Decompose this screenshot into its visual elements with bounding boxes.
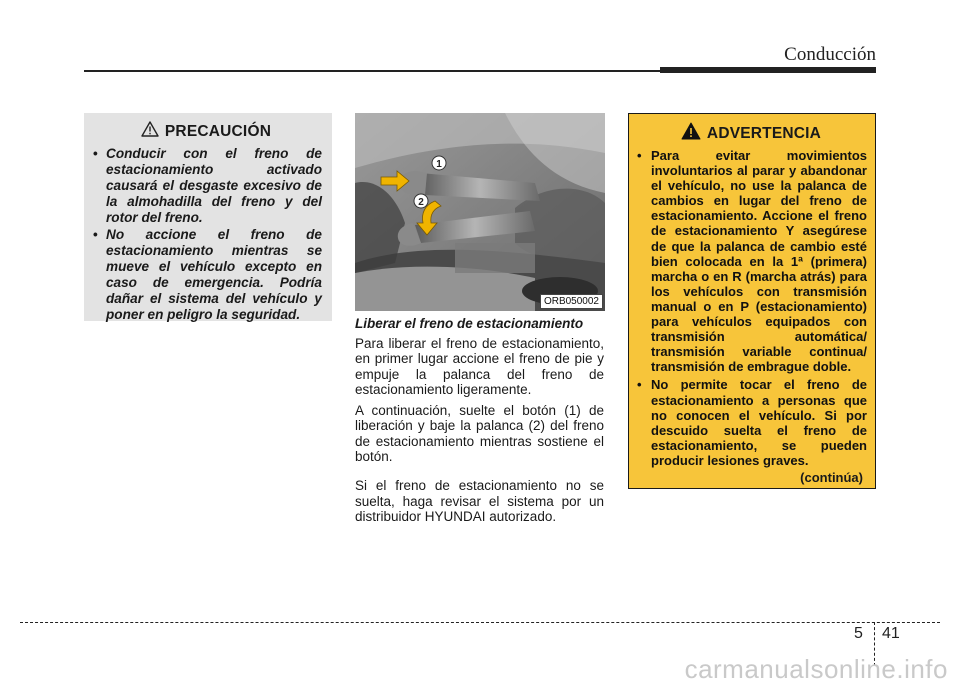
warning-triangle-filled-icon	[681, 122, 701, 145]
warning-item: • No permite tocar el freno de estacionamiento a personas que no conocen el vehículo. Si por descuido suelta el freno de estacionamiento, se pueden producir lesiones graves.	[635, 377, 867, 468]
figure-code: ORB050002	[540, 294, 603, 309]
warning-list	[635, 148, 867, 468]
footer-rule	[20, 622, 940, 623]
parking-brake-figure	[355, 113, 605, 311]
callout-1-label: 1	[436, 159, 442, 170]
caution-header	[90, 121, 322, 142]
page-number: 41	[882, 625, 900, 642]
caution-title: PRECAUCIÓN	[164, 122, 272, 140]
paragraph: A continuación, suelte el botón (1) de liberación y baje la palanca (2) del freno de estacionamiento mientras sostiene el botón.	[355, 403, 604, 465]
subheading: Liberar el freno de estacionamiento	[355, 316, 584, 331]
caution-list	[90, 146, 322, 323]
paragraph: Para liberar el freno de estacionamiento, en primer lugar accione el freno de pie y empuje la palanca del freno de estacionamiento ligeramente.	[355, 336, 604, 397]
warning-triangle-outline-icon	[141, 121, 159, 142]
continues-note: (continúa)	[800, 469, 863, 485]
section-title: Conducción	[784, 44, 876, 65]
caution-item: • Conducir con el freno de estacionamiento activado causará el desgaste excesivo de la almohadilla del freno y del rotor del freno.	[90, 146, 322, 226]
watermark: carmanualsonline.info	[684, 654, 948, 684]
chapter-number: 5	[854, 625, 863, 642]
caution-box	[84, 113, 332, 321]
header-rule-thick	[660, 67, 876, 73]
parking-brake-illustration	[355, 113, 605, 311]
warning-header	[635, 122, 867, 145]
warning-box	[628, 113, 876, 489]
main-text-column	[355, 316, 604, 530]
callout-2-label: 2	[418, 197, 424, 208]
warning-item: • Para evitar movimientos involuntarios al parar y abandonar el vehículo, no use la palanca de cambios en lugar del freno de estacionamiento. Accione el freno de estacionamiento Y asegúrese de que la palanca de cambio esté bien colocada en la 1ª (primera) marcha o en R (marcha atrás) para los vehículos con transmisión manual o en P (estacionamiento) para vehículos equipados con transmisión automática/ transmisión variable continua/ transmisión de embrague doble.	[635, 148, 867, 374]
caution-item: • No accione el freno de estacionamiento mientras se mueve el vehículo excepto en caso de emergencia. Podría dañar el sistema del vehículo y poner en peligro la seguridad.	[90, 227, 322, 323]
warning-title: ADVERTENCIA	[706, 124, 822, 142]
paragraph: Si el freno de estacionamiento no se suelta, haga revisar el sistema por un distribuidor HYUNDAI autorizado.	[355, 478, 604, 524]
header-rule-thin	[84, 70, 660, 72]
